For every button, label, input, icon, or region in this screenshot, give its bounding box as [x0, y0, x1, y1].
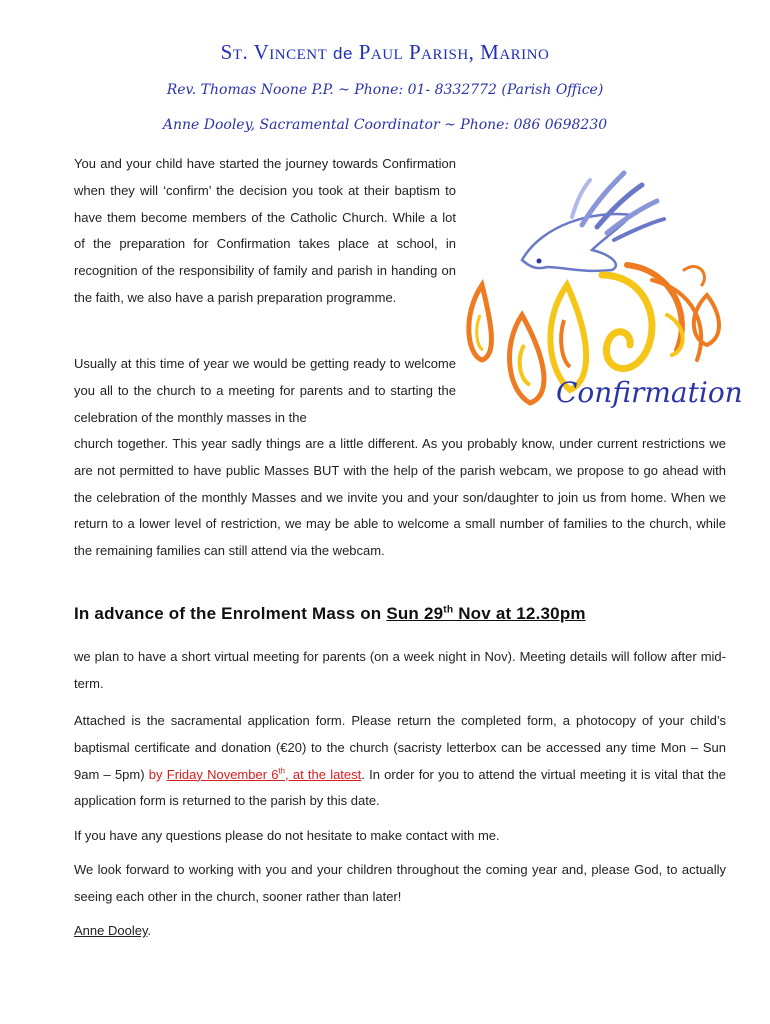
heading-date-time: Nov at 12.30pm — [453, 604, 586, 623]
title-part1: St. Vincent — [220, 40, 328, 64]
parish-title — [0, 40, 770, 65]
application-form-paragraph — [74, 708, 726, 815]
questions-paragraph: If you have any questions please do not hesitate to make contact with me. — [74, 828, 500, 843]
heading-date — [386, 604, 585, 623]
signature — [74, 918, 726, 945]
confirmation-logo-text: Confirmation — [556, 376, 743, 409]
contact-line-coordinator: Anne Dooley, Sacramental Coordinator ~ Phone: 086 0698230 — [162, 117, 608, 133]
masses-paragraph-part2: church together. This year sadly things are a little different. As you probably know, under current restrictions we are not permitted to have public Masses BUT with the help of the parish webcam, we propose to go ahead with the celebration of the monthly Masses and we invite you and your son/daughter to join us from home. When we return to a lower level of restriction, we may be able to welcome a small number of families to the church, while the remaining families can still attend via the webcam. — [74, 436, 726, 559]
signature-name: Anne Dooley — [74, 923, 148, 938]
form-text-before: Attached is the sacramental application form. Please return the completed form, a photocopy of your child’s baptismal certificate and donation (€20) to the church (sacristy letterbox can be accessed any time Mon – Sun 9am – 5pm) — [74, 713, 726, 782]
heading-date-day: Sun 29 — [386, 604, 444, 623]
form-deadline — [145, 767, 362, 782]
heading-prefix: In advance of the Enrolment Mass on — [74, 604, 387, 623]
form-deadline-sup: th — [278, 766, 286, 776]
form-deadline-prefix: by — [144, 766, 167, 782]
form-text-after: . In order for you to attend the virtual meeting it is vital that the application form is returned to the parish by this date. — [74, 766, 726, 809]
intro-paragraph: You and your child have started the journey towards Confirmation when they will ‘confirm’ the decision you took at their baptism to have them become members of the Catholic Church. While a lot of the preparation for Confirmation takes place at school, in recognition of the responsibility of family and parish in handing on the faith, we also have a parish preparation programme. — [74, 156, 456, 305]
form-deadline-rest: , at the latest — [285, 766, 362, 782]
masses-paragraph-part1: Usually at this time of year we would be getting ready to welcome you all to the church to a meeting for parents and to starting the celebration of the monthly masses in the — [74, 356, 456, 425]
title-part2: Paul Parish, Marino — [358, 40, 550, 64]
signature-end: . — [147, 923, 152, 938]
closing-paragraph: We look forward to working with you and your children throughout the coming year and, please God, to actually seeing each other in the church, sooner rather than later! — [74, 862, 726, 904]
enrolment-mass-heading — [74, 604, 586, 624]
form-deadline-day: Friday November 6 — [166, 766, 279, 782]
virtual-meeting-paragraph: we plan to have a short virtual meeting for parents (on a week night in Nov). Meeting details will follow after mid-term. — [74, 649, 726, 691]
contact-line-priest: Rev. Thomas Noone P.P. ~ Phone: 01- 8332772 (Parish Office) — [166, 82, 604, 98]
heading-date-sup: th — [443, 604, 454, 616]
form-deadline-date — [167, 767, 362, 782]
title-de: de — [333, 44, 353, 63]
